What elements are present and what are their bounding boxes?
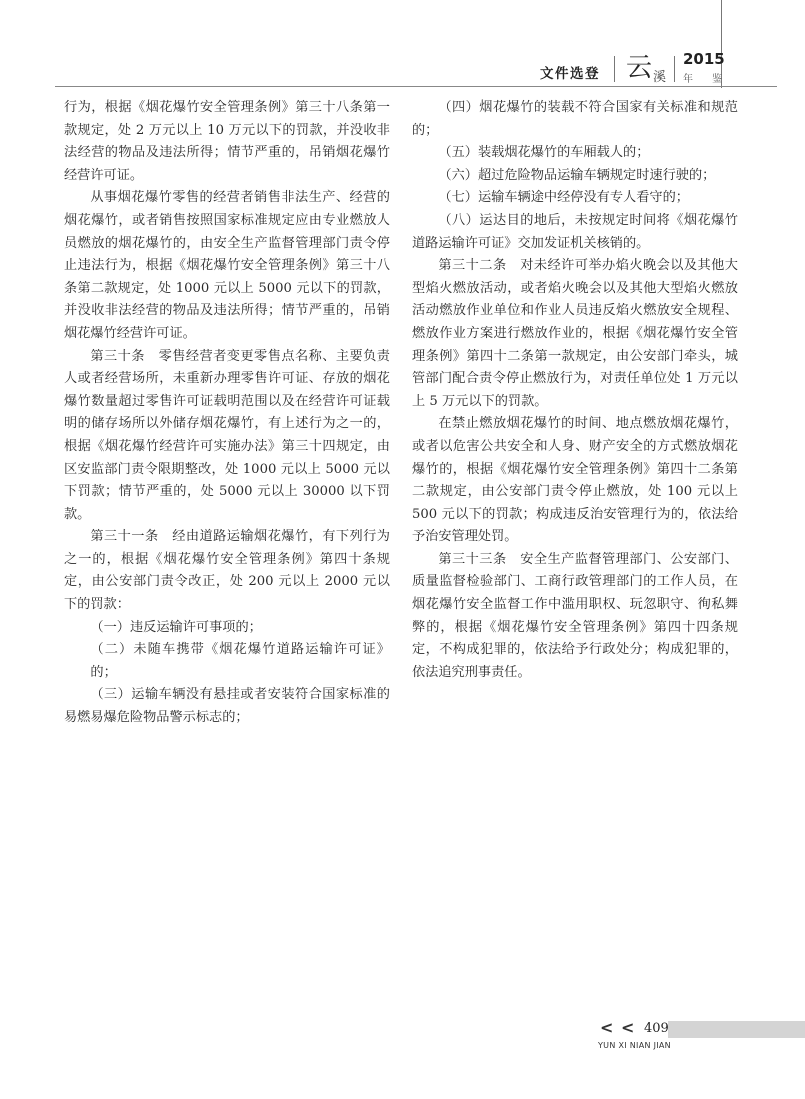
header-rule: [55, 86, 777, 87]
yearbook-logo-side: 溪: [653, 70, 667, 85]
page-arrows-icon: < <: [600, 1018, 636, 1037]
yearbook-label: 年 鉴: [683, 74, 731, 85]
list-item: （一）违反运输许可事项的；: [90, 619, 262, 635]
yearbook-logo-main: 云: [626, 53, 653, 83]
list-item: （五）装载烟花爆竹的车厢载人的；: [438, 145, 650, 161]
page-number: 409: [644, 1021, 669, 1036]
list-item: （七）运输车辆途中经停没有专人看守的；: [438, 190, 689, 206]
list-item: （三）运输车辆没有悬挂或者安装符合国家标准的易燃易爆危险物品警示标志的；: [64, 687, 390, 726]
article-32: 第三十二条 对未经许可举办焰火晚会以及其他大型焰火燃放活动，或者焰火晚会以及其他大型焰火燃放活动燃放作业单位和作业人员违反焰火燃放安全规程、燃放作业方案进行燃放作业的，根据《烟花爆竹安全管理条例》第四十二条第一款规定，由公安部门牵头，城管部门配合责令停止燃放行为，对责任单位处 1 万元以上 5 万元以下的罚款。: [412, 258, 738, 409]
left-column: [64, 97, 390, 730]
list-item: （六）超过危险物品运输车辆规定时速行驶的；: [438, 167, 716, 183]
header-divider: [614, 56, 615, 82]
header-divider-2: [674, 56, 675, 82]
article-30: 第三十条 零售经营者变更零售点名称、主要负责人或者经营场所，未重新办理零售许可证、存放的烟花爆竹数量超过零售许可证载明范围以及在经营许可证载明的储存场所以外储存烟花爆竹，有上述行为之一的，根据《烟花爆竹经营许可实施办法》第三十四规定，由区安监部门责令限期整改，处 1000 元以上 5000 元以下罚款；情节严重的，处 5000 元以上 30000 以下罚款。: [64, 348, 390, 522]
article-33: 第三十三条 安全生产监督管理部门、公安部门、质量监督检验部门、工商行政管理部门的工作人员，在烟花爆竹安全监督工作中滥用职权、玩忽职守、徇私舞弊的，根据《烟花爆竹安全管理条例》第四十四条规定，不构成犯罪的，依法给予行政处分；构成犯罪的，依法追究刑事责任。: [412, 551, 738, 680]
page-number-bar: [668, 1021, 805, 1038]
article-31: 第三十一条 经由道路运输烟花爆竹，有下列行为之一的，根据《烟花爆竹安全管理条例》第四十条规定，由公安部门责令改正，处 200 元以上 2000 元以下的罚款：: [64, 529, 390, 613]
paragraph: 在禁止燃放烟花爆竹的时间、地点燃放烟花爆竹，或者以危害公共安全和人身、财产安全的方式燃放烟花爆竹的，根据《烟花爆竹安全管理条例》第四十二条第二款规定，由公安部门责令停止燃放，处 100 元以上 500 元以下的罚款；构成违反治安管理行为的，依法给予治安管理处罚。: [412, 416, 738, 545]
paragraph: 从事烟花爆竹零售的经营者销售非法生产、经营的烟花爆竹，或者销售按照国家标准规定应由专业燃放人员燃放的烟花爆竹的，由安全生产监督管理部门责令停止违法行为，根据《烟花爆竹安全管理条例》第三十八条第二款规定，处 1000 元以上 5000 元以下的罚款，并没收非法经营的物品及违法所得；情节严重的，吊销烟花爆竹经营许可证。: [64, 190, 390, 341]
list-item: （八）运达目的地后，未按规定时间将《烟花爆竹道路运输许可证》交加发证机关核销的。: [412, 212, 738, 251]
list-item: （二）未随车携带《烟花爆竹道路运输许可证》的；: [90, 642, 390, 680]
section-title: 文件选登: [540, 66, 600, 82]
right-column: [412, 97, 738, 684]
list-item: （四）烟花爆竹的装载不符合国家有关标准和规范的；: [412, 100, 738, 138]
paragraph: 行为，根据《烟花爆竹安全管理条例》第三十八条第一款规定，处 2 万元以上 10 万元以下的罚款，并没收非法经营的物品及违法所得；情节严重的，吊销烟花爆竹经营许可证。: [64, 100, 390, 183]
footer-pinyin: YUN XI NIAN JIAN: [598, 1041, 671, 1050]
yearbook-year: 2015: [683, 50, 725, 68]
